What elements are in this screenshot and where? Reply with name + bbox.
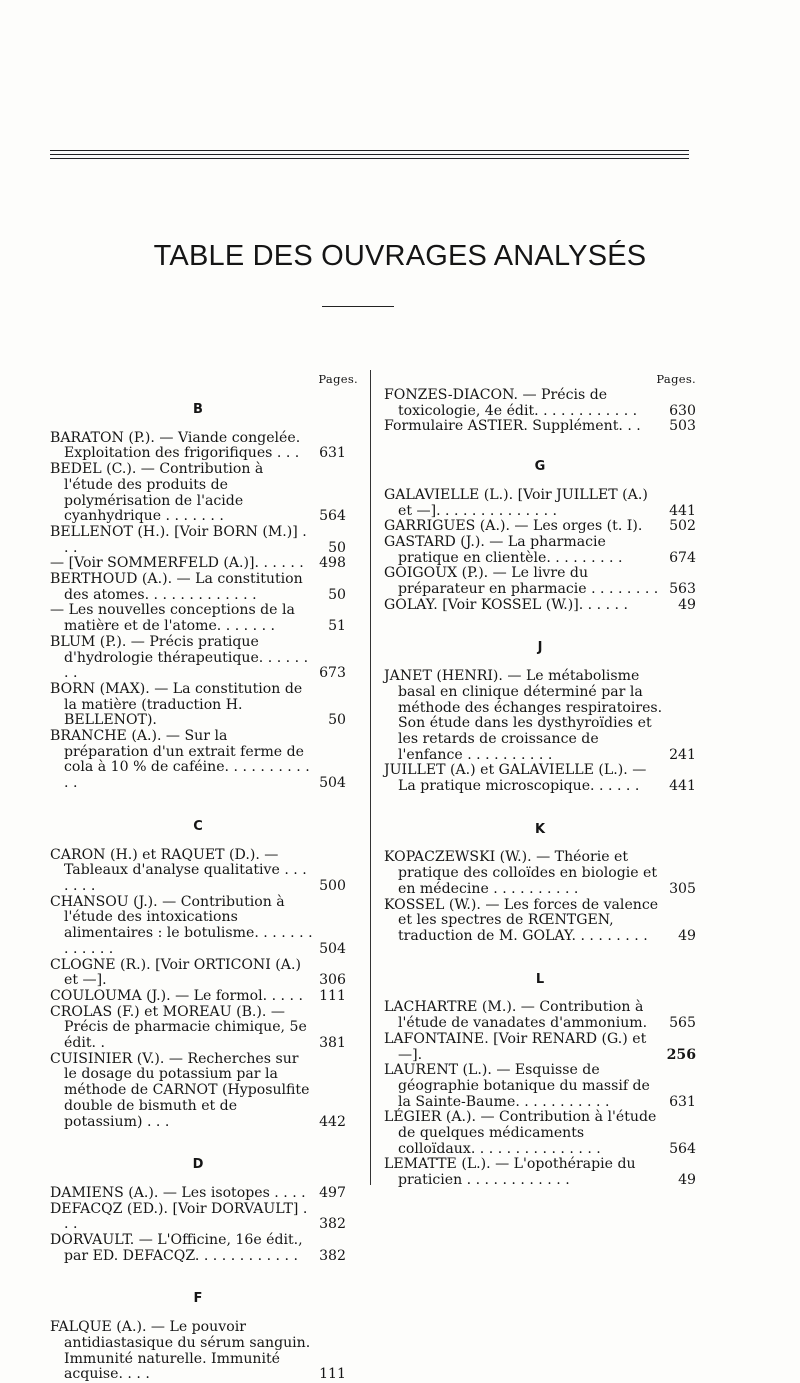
index-entry <box>50 729 346 792</box>
entry-text: CLOGNE (R.). [Voir ORTICONI (A.) et —]. <box>50 956 301 989</box>
index-entry <box>384 850 696 897</box>
index-entry <box>50 431 346 462</box>
entry-text: BARATON (P.). — Viande congelée. Exploitation des frigorifiques . . . <box>50 429 301 462</box>
entry-page: 49 <box>678 596 696 613</box>
entry-page: 673 <box>319 665 346 682</box>
entry-page: 504 <box>319 775 346 792</box>
index-entry <box>384 519 696 535</box>
entry-page: 306 <box>319 972 346 989</box>
section-letter-l: L <box>535 971 545 987</box>
entry-text: JUILLET (A.) et GALAVIELLE (L.). — La pratique microscopique. . . . . . <box>384 762 647 795</box>
index-entry <box>50 958 346 989</box>
index-entry <box>50 635 346 682</box>
index-entry <box>384 535 696 566</box>
entry-text: LACHARTRE (M.). — Contribution à l'étude de vanadates d'ammonium. <box>384 999 648 1032</box>
entry-text: — [Voir SOMMERFELD (A.)]. . . . . . <box>50 555 304 572</box>
index-entry <box>50 682 346 729</box>
entry-page: 50 <box>328 712 346 729</box>
header-rule-3 <box>50 158 689 159</box>
left-sections <box>50 402 346 1383</box>
entry-page: 442 <box>319 1113 346 1130</box>
header-rule-2 <box>50 154 689 155</box>
section-letter-c: C <box>193 818 203 834</box>
index-entry <box>384 1157 696 1188</box>
entry-page: 305 <box>669 880 696 897</box>
entry-page: 50 <box>328 586 346 603</box>
entry-text: GASTARD (J.). — La pharmacie pratique en clientèle. . . . . . . . . <box>384 533 623 566</box>
entry-text: CROLAS (F.) et MOREAU (B.). — Précis de pharmacie chimique, 5e édit. . <box>50 1003 307 1052</box>
entry-text: Formulaire ASTIER. Supplément. . . <box>384 418 641 435</box>
pages-header-left: Pages. <box>318 372 358 386</box>
entry-text: LAFONTAINE. [Voir RENARD (G.) et —]. <box>384 1030 647 1063</box>
entry-text: — Les nouvelles conceptions de la matière et de l'atome. . . . . . . <box>50 602 295 635</box>
entry-text: GOIGOUX (P.). — Le livre du préparateur en pharmacie . . . . . . . . <box>384 565 659 598</box>
entry-page: 563 <box>669 581 696 598</box>
entry-page: 111 <box>319 987 346 1004</box>
entry-text: FONZES-DIACON. — Précis de toxicologie, 4e édit. . . . . . . . . . . . <box>384 387 638 419</box>
entry-page: 382 <box>319 1247 346 1264</box>
entry-page: 631 <box>319 445 346 462</box>
entry-page: 504 <box>319 940 346 957</box>
entry-page: 497 <box>319 1184 346 1201</box>
entry-text: LEMATTE (L.). — L'opothérapie du praticien . . . . . . . . . . . . <box>384 1156 636 1189</box>
entry-text: BEDEL (C.). — Contribution à l'étude des produits de polymérisation de l'acide cyanhydrique . . . . . . . <box>50 461 264 525</box>
entry-page: 50 <box>328 539 346 556</box>
index-entry <box>384 1063 696 1110</box>
entry-text: DEFACQZ (ED.). [Voir DORVAULT] . . . <box>50 1200 308 1233</box>
index-entry <box>50 1052 346 1131</box>
index-entry <box>50 556 346 572</box>
entry-page: 111 <box>319 1366 346 1383</box>
entry-text: DAMIENS (A.). — Les isotopes . . . . <box>50 1184 306 1201</box>
entry-text: BERTHOUD (A.). — La constitution des atomes. . . . . . . . . . . . . <box>50 571 303 603</box>
entry-page: 256 <box>666 1046 696 1063</box>
entry-text: KOPACZEWSKI (W.). — Théorie et pratique des colloïdes en biologie et en médecine . . . . . . . . . . <box>384 849 658 897</box>
index-entry <box>384 763 696 794</box>
entry-page: 441 <box>669 502 696 519</box>
section-letter-f: F <box>193 1291 203 1307</box>
index-entry <box>384 898 696 945</box>
section-letter-b: B <box>193 402 203 417</box>
page-title: TABLE DES OUVRAGES ANALYSÉS <box>153 240 647 272</box>
left-column <box>50 372 358 1383</box>
entry-text: BRANCHE (A.). — Sur la préparation d'un extrait ferme de cola à 10 % de caféine. . . . . . . . . . . . <box>50 728 310 792</box>
entry-page: 49 <box>678 927 696 944</box>
entry-page: 565 <box>669 1015 696 1032</box>
entry-page: 503 <box>669 418 696 435</box>
entry-text: GOLAY. [Voir KOSSEL (W.)]. . . . . . <box>384 596 628 613</box>
index-entry <box>384 566 696 597</box>
index-entry <box>50 1233 346 1264</box>
entry-text: CUISINIER (V.). — Recherches sur le dosage du potassium par la méthode de CARNOT (Hyposulfite double de bismuth et de potassium) . . . <box>50 1050 310 1130</box>
header-rule-1 <box>50 150 689 151</box>
entry-page: 631 <box>669 1093 696 1110</box>
section-letter-j: J <box>537 640 543 656</box>
index-entry <box>50 1005 346 1052</box>
index-entry <box>50 1202 346 1233</box>
entry-text: FALQUE (A.). — Le pouvoir antidiastasique du sérum sanguin. Immunité naturelle. Immunité acquise. . . . <box>50 1319 311 1383</box>
index-entry <box>384 388 696 419</box>
entry-text: LÉGIER (A.). — Contribution à l'étude de quelques médicaments colloïdaux. . . . . . . . . . . . . . . <box>384 1109 657 1157</box>
entry-page: 241 <box>669 746 696 763</box>
entry-text: DORVAULT. — L'Officine, 16e édit., par ED. DEFACQZ. . . . . . . . . . . . <box>50 1232 303 1264</box>
entry-text: BORN (MAX). — La constitution de la matière (traduction H. BELLENOT). <box>50 680 303 729</box>
index-entry <box>50 603 346 634</box>
right-column <box>384 372 696 1189</box>
entry-page: 51 <box>328 618 346 635</box>
title-underline <box>322 306 394 307</box>
index-entry <box>50 462 346 525</box>
entry-page: 630 <box>669 402 696 419</box>
pages-header-right: Pages. <box>656 372 696 386</box>
entry-page: 381 <box>319 1035 346 1052</box>
column-divider <box>370 370 371 1185</box>
entry-text: GALAVIELLE (L.). [Voir JUILLET (A.) et —]. . . . . . . . . . . . . . <box>384 486 648 519</box>
index-entry <box>50 848 346 895</box>
entry-text: CARON (H.) et RAQUET (D.). — Tableaux d'analyse qualitative . . . . . . . <box>50 846 307 894</box>
entry-page: 500 <box>319 877 346 894</box>
index-entry <box>50 989 346 1005</box>
index-entry <box>384 598 696 614</box>
entry-page: 441 <box>669 778 696 795</box>
entry-text: BLUM (P.). — Précis pratique d'hydrologie thérapeutique. . . . . . . . <box>50 633 309 682</box>
index-entry <box>384 488 696 519</box>
section-letter-d: D <box>192 1157 204 1173</box>
entry-text: BELLENOT (H.). [Voir BORN (M.)] . . . <box>50 523 307 556</box>
index-entry <box>384 669 696 763</box>
entry-page: 498 <box>319 555 346 572</box>
index-entry <box>50 572 346 603</box>
entry-page: 502 <box>669 518 696 535</box>
entry-page: 564 <box>669 1140 696 1157</box>
entry-page: 674 <box>669 549 696 566</box>
index-entry <box>384 419 696 435</box>
entry-text: KOSSEL (W.). — Les forces de valence et les spectres de RŒNTGEN, traduction de M. GOLAY. . . . . . . . . <box>384 896 659 944</box>
entry-page: 564 <box>319 508 346 525</box>
index-entry <box>50 1320 346 1383</box>
entry-text: GARRIGUES (A.). — Les orges (t. I). <box>384 518 643 535</box>
right-sections <box>384 388 696 1189</box>
index-entry <box>384 1110 696 1157</box>
entry-text: CHANSOU (J.). — Contribution à l'étude des intoxications alimentaires : le botulisme. . . . . . . . . . . . . <box>50 893 313 957</box>
entry-text: COULOUMA (J.). — Le formol. . . . . <box>50 987 303 1004</box>
entry-page: 382 <box>319 1216 346 1233</box>
index-entry <box>384 1032 696 1063</box>
index-entry <box>50 1186 346 1202</box>
entry-page: 49 <box>678 1172 696 1189</box>
index-entry <box>50 525 346 556</box>
section-letter-k: K <box>534 821 546 837</box>
index-entry <box>384 1000 696 1031</box>
entry-text: JANET (HENRI). — Le métabolisme basal en clinique déterminé par la méthode des échanges respiratoires. Son étude dans les dysthyroïdies et les retards de croissance de l'enfance . . . . . . . . . . <box>384 668 663 763</box>
index-entry <box>50 895 346 958</box>
entry-text: LAURENT (L.). — Esquisse de géographie botanique du massif de la Sainte-Baume. . . . . . . . . . . <box>384 1062 650 1110</box>
section-letter-g: G <box>534 459 546 475</box>
